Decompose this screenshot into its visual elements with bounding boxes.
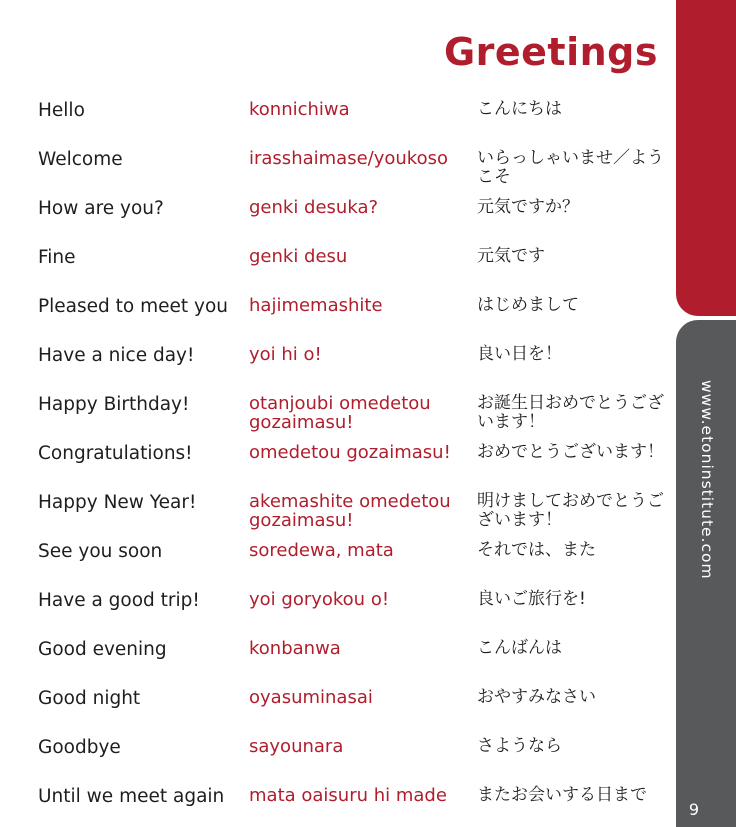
english-phrase: Hello [38, 100, 85, 121]
romaji-phrase: konnichiwa [249, 99, 350, 120]
english-phrase: Until we meet again [38, 786, 225, 807]
japanese-phrase: 明けましておめでとうございます！ [477, 491, 664, 530]
phrase-row [0, 727, 676, 773]
phrase-row [0, 482, 676, 531]
phrase-row [0, 188, 676, 234]
japanese-phrase: またお会いする日まで [477, 785, 647, 805]
phrase-row [0, 433, 676, 479]
japanese-phrase: さようなら [477, 736, 562, 756]
romaji-phrase: omedetou gozaimasu! [249, 442, 451, 463]
phrase-row [0, 90, 676, 136]
phrase-row [0, 286, 676, 332]
phrase-row [0, 139, 676, 185]
page-title: Greetings [443, 30, 658, 74]
romaji-phrase: genki desu [249, 246, 348, 267]
phrase-row [0, 384, 676, 433]
english-phrase: Happy Birthday! [38, 394, 190, 415]
japanese-phrase: 良い日を！ [477, 344, 562, 364]
english-phrase: Happy New Year! [38, 492, 197, 513]
english-phrase: Goodbye [38, 737, 121, 758]
japanese-phrase: こんにちは [477, 99, 562, 119]
english-phrase: Good evening [38, 639, 167, 660]
japanese-phrase: はじめまして [477, 295, 579, 315]
english-phrase: See you soon [38, 541, 163, 562]
japanese-phrase: おめでとうございます！ [477, 442, 664, 462]
romaji-phrase: akemashite omedetou gozaimasu! [249, 491, 451, 531]
sidebar-accent-block [676, 0, 736, 316]
phrase-row [0, 237, 676, 283]
japanese-phrase: お誕生日おめでとうございます！ [477, 393, 664, 432]
japanese-phrase: それでは、また [477, 540, 596, 560]
romaji-phrase: otanjoubi omedetou gozaimasu! [249, 393, 431, 433]
romaji-phrase: yoi goryokou o! [249, 589, 390, 610]
phrase-row [0, 629, 676, 675]
phrase-row [0, 776, 676, 822]
phrase-row [0, 335, 676, 381]
english-phrase: Welcome [38, 149, 123, 170]
japanese-phrase: 元気ですか？ [477, 197, 579, 217]
english-phrase: Pleased to meet you [38, 296, 229, 317]
english-phrase: Have a nice day! [38, 345, 195, 366]
japanese-phrase: こんばんは [477, 638, 562, 658]
phrase-row [0, 580, 676, 626]
romaji-phrase: oyasuminasai [249, 687, 373, 708]
english-phrase: How are you? [38, 198, 164, 219]
romaji-phrase: mata oaisuru hi made [249, 785, 447, 806]
japanese-phrase: いらっしゃいませ／ようこそ [477, 148, 664, 187]
romaji-phrase: konbanwa [249, 638, 341, 659]
romaji-phrase: soredewa, mata [249, 540, 394, 561]
romaji-phrase: irasshaimase/youkoso [249, 148, 448, 169]
english-phrase: Fine [38, 247, 76, 268]
romaji-phrase: genki desuka? [249, 197, 379, 218]
japanese-phrase: おやすみなさい [477, 687, 596, 707]
romaji-phrase: yoi hi o! [249, 344, 322, 365]
romaji-phrase: hajimemashite [249, 295, 383, 316]
phrase-row [0, 678, 676, 724]
romaji-phrase: sayounara [249, 736, 344, 757]
japanese-phrase: 元気です [477, 246, 545, 266]
page-number: 9 [688, 800, 700, 819]
english-phrase: Have a good trip! [38, 590, 200, 611]
english-phrase: Congratulations! [38, 443, 193, 464]
english-phrase: Good night [38, 688, 141, 709]
phrase-row [0, 531, 676, 577]
japanese-phrase: 良いご旅行を! [477, 589, 586, 609]
website-url: www.etoninstitute.com [698, 380, 716, 580]
